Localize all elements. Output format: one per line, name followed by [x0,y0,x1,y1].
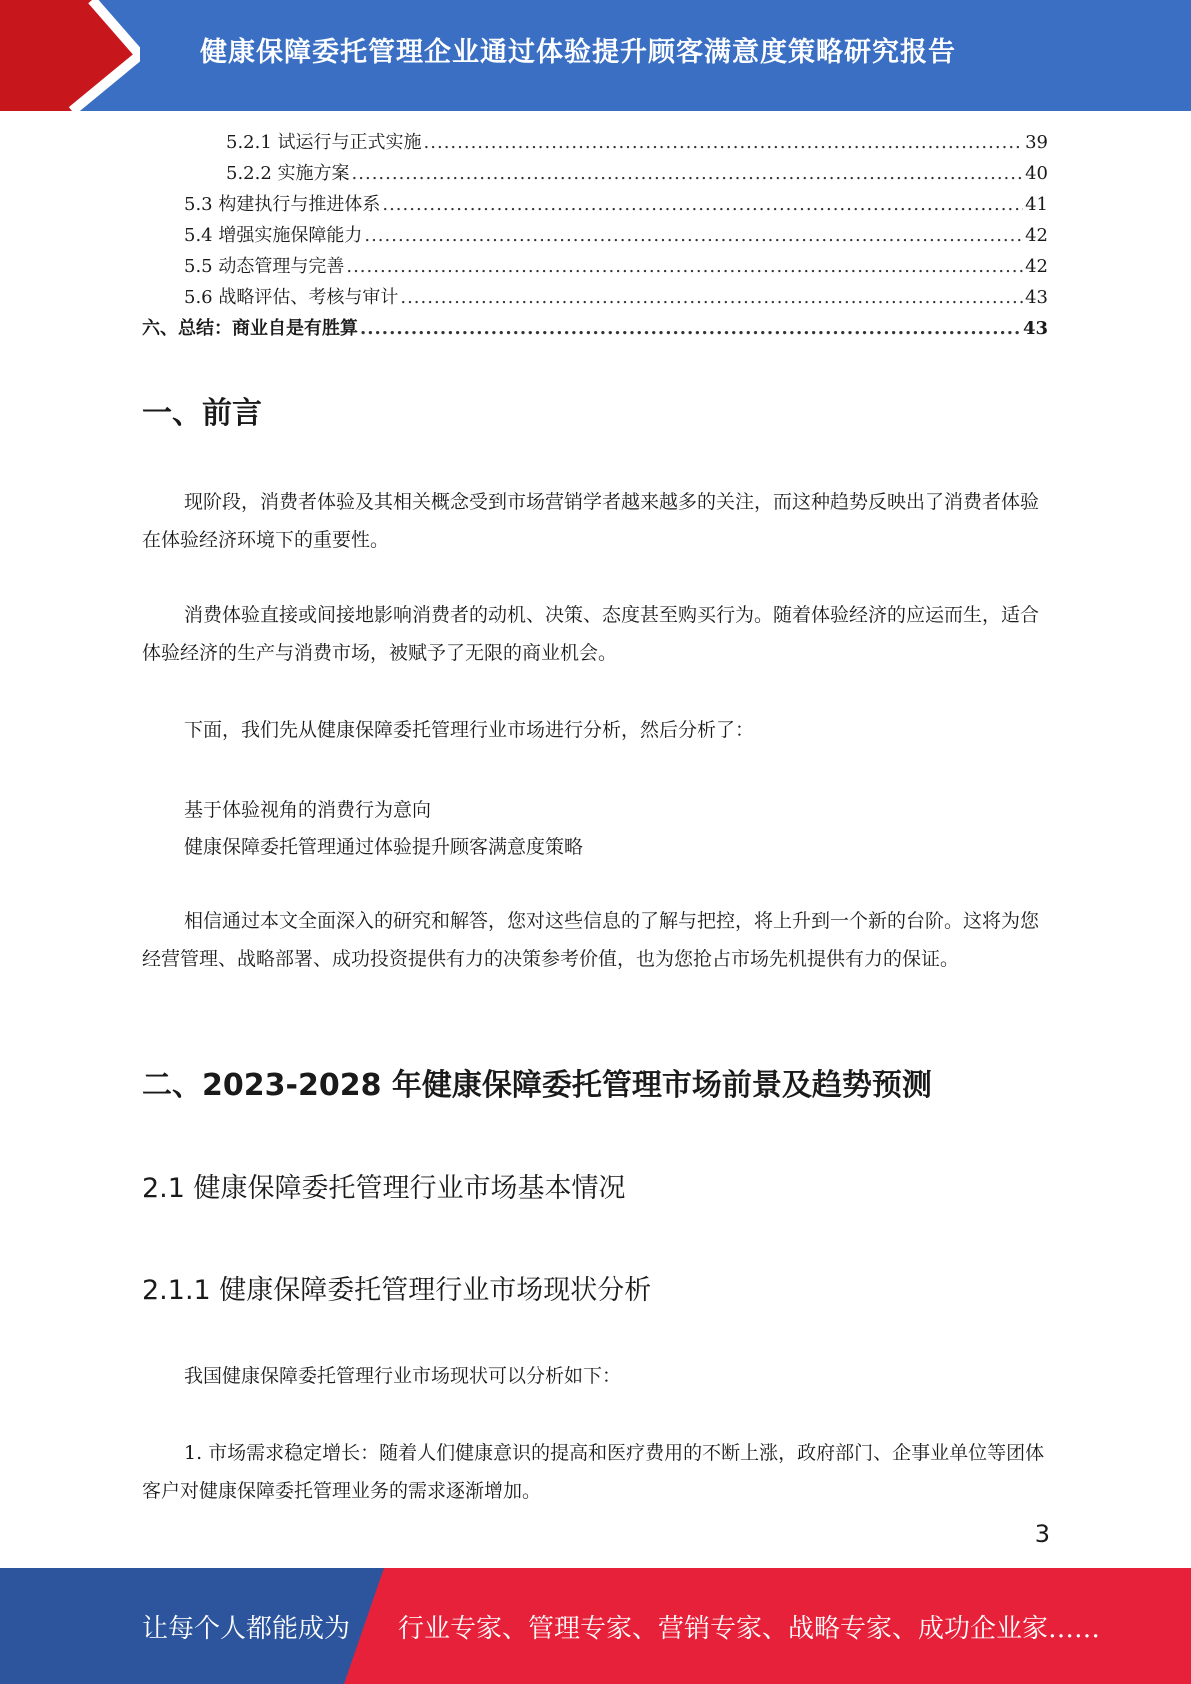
page-number: 3 [1034,1520,1050,1548]
toc-entry[interactable] [142,314,1048,345]
paragraph: 1. 市场需求稳定增长：随着人们健康意识的提高和医疗费用的不断上涨，政府部门、企事业单位等团体客户对健康保障委托管理业务的需求逐渐增加。 [142,1442,1045,1502]
table-of-contents [142,128,1048,345]
paragraph: 下面，我们先从健康保障委托管理行业市场进行分析，然后分析了： [184,719,755,741]
paragraph: 相信通过本文全面深入的研究和解答，您对这些信息的了解与把控，将上升到一个新的台阶。这将为您经营管理、战略部署、成功投资提供有力的决策参考价值，也为您抢占市场先机提供有力的保证。 [142,910,1040,970]
list-item: 健康保障委托管理通过体验提升顾客满意度策略 [184,836,584,858]
section-heading-preface: 一、前言 [142,396,262,431]
toc-entry-label: 六、总结：商业自是有胜算 [142,318,358,339]
toc-entry[interactable] [142,283,1048,314]
toc-entry-page: 42 [1025,225,1048,246]
toc-entry-label: 5.2.2 实施方案 [226,163,350,184]
toc-entry-page: 40 [1025,163,1048,184]
toc-entry-label: 5.6 战略评估、考核与审计 [184,287,399,308]
toc-entry[interactable] [142,252,1048,283]
paragraph: 我国健康保障委托管理行业市场现状可以分析如下： [184,1365,622,1387]
footer-slogan: 让每个人都能成为 [142,1614,351,1644]
toc-leader [400,287,1023,308]
section-heading-market-forecast: 二、2023-2028 年健康保障委托管理市场前景及趋势预测 [142,1068,932,1103]
toc-entry-label: 5.2.1 试运行与正式实施 [226,132,422,153]
paragraph: 消费体验直接或间接地影响消费者的动机、决策、态度甚至购买行为。随着体验经济的应运而生，适合体验经济的生产与消费市场，被赋予了无限的商业机会。 [142,604,1040,664]
toc-entry-label: 5.3 构建执行与推进体系 [184,194,381,215]
toc-entry-label: 5.4 增强实施保障能力 [184,225,363,246]
toc-entry-label: 5.5 动态管理与完善 [184,256,345,277]
toc-entry-page: 43 [1025,287,1048,308]
footer-roles: 行业专家、管理专家、营销专家、战略专家、成功企业家…… [398,1614,1101,1644]
toc-entry-page: 42 [1025,256,1048,277]
toc-entry[interactable] [142,128,1048,159]
toc-leader [382,194,1023,215]
subsection-heading: 2.1 健康保障委托管理行业市场基本情况 [142,1173,626,1204]
toc-entry-page: 41 [1025,194,1048,215]
toc-leader [424,132,1024,153]
footer-banner [0,1568,1191,1684]
toc-entry-page: 43 [1022,318,1048,339]
toc-leader [360,318,1021,339]
subsection-heading: 2.1.1 健康保障委托管理行业市场现状分析 [142,1275,652,1306]
paragraph: 现阶段，消费者体验及其相关概念受到市场营销学者越来越多的关注，而这种趋势反映出了消费者体验在体验经济环境下的重要性。 [142,491,1040,551]
header-red-arrow-icon [0,0,140,111]
toc-entry[interactable] [142,190,1048,221]
toc-entry[interactable] [142,159,1048,190]
toc-entry-page: 39 [1025,132,1048,153]
toc-entry[interactable] [142,221,1048,252]
header-banner [0,0,1191,111]
toc-leader [352,163,1024,184]
toc-leader [346,256,1023,277]
toc-leader [364,225,1023,246]
list-item: 基于体验视角的消费行为意向 [184,799,432,821]
report-title: 健康保障委托管理企业通过体验提升顾客满意度策略研究报告 [200,37,956,68]
